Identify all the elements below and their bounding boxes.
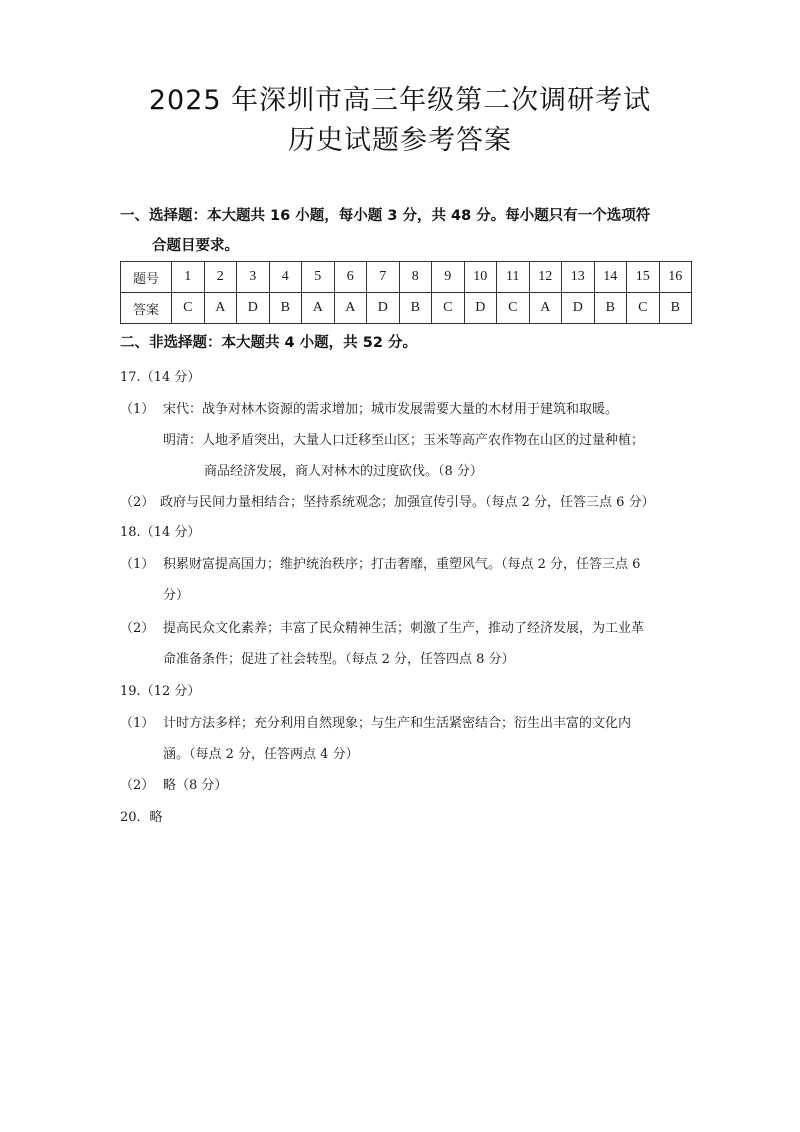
q17-part2-number: （2）	[120, 495, 155, 510]
answer-cell: B	[594, 293, 627, 324]
q18-header: 18.（14 分）	[120, 525, 201, 540]
q20-header: 20．略	[120, 810, 163, 825]
answer-cell: D	[562, 293, 595, 324]
q17-part1-line1: 宋代：战争对林木资源的需求增加；城市发展需要大量的木材用于建筑和取暖。	[163, 402, 619, 417]
section1-heading-continued: 合题目要求。	[152, 238, 239, 254]
answer-cell: C	[627, 293, 660, 324]
q18-part1-line1: 积累财富提高国力；维护统治秩序；打击奢靡，重塑风气。（每点 2 分，任答三点 6	[163, 557, 641, 572]
question-number-cell: 1	[172, 262, 205, 293]
question-number-cell: 9	[432, 262, 465, 293]
question-number-cell: 7	[367, 262, 400, 293]
section2-heading: 二、非选择题：本大题共 4 小题，共 52 分。	[120, 335, 417, 351]
q18-part2-line2: 命准备条件；促进了社会转型。（每点 2 分，任答四点 8 分）	[163, 652, 515, 667]
q18-part2-line1: 提高民众文化素养；丰富了民众精神生活；刺激了生产，推动了经济发展，为工业革	[163, 621, 645, 636]
answer-cell: C	[432, 293, 465, 324]
section1-heading: 一、选择题：本大题共 16 小题，每小题 3 分，共 48 分。每小题只有一个选项符	[120, 208, 651, 224]
row-label-answer: 答案	[121, 293, 172, 324]
answer-cell: C	[497, 293, 530, 324]
question-number-row	[121, 262, 692, 293]
answer-cell: A	[204, 293, 237, 324]
answer-row	[121, 293, 692, 324]
q17-part1-number: （1）	[120, 402, 155, 417]
answer-cell: A	[302, 293, 335, 324]
question-number-cell: 8	[399, 262, 432, 293]
answer-table	[120, 261, 692, 324]
q18-part2-number: （2）	[120, 621, 155, 636]
q19-part1-number: （1）	[120, 716, 155, 731]
q17-part2-line1: 政府与民间力量相结合；坚持系统观念；加强宣传引导。（每点 2 分，任答三点 6 分）	[160, 495, 655, 510]
question-number-cell: 2	[204, 262, 237, 293]
q19-part1-line2: 涵。（每点 2 分，任答两点 4 分）	[163, 747, 359, 762]
question-number-cell: 5	[302, 262, 335, 293]
answer-cell: D	[367, 293, 400, 324]
question-number-cell: 12	[529, 262, 562, 293]
document-subtitle: 历史试题参考答案	[288, 125, 512, 156]
q17-part1-line3: 商品经济发展，商人对林木的过度砍伐。（8 分）	[204, 464, 483, 479]
question-number-cell: 3	[237, 262, 270, 293]
q19-part2-number: （2）	[120, 778, 155, 793]
q17-header: 17.（14 分）	[120, 370, 201, 385]
question-number-cell: 16	[659, 262, 692, 293]
q19-part2-line1: 略（8 分）	[163, 778, 228, 793]
row-label-number: 题号	[121, 262, 172, 293]
answer-cell: C	[172, 293, 205, 324]
q19-part1-line1: 计时方法多样；充分利用自然现象；与生产和生活紧密结合；衍生出丰富的文化内	[163, 716, 632, 731]
question-number-cell: 4	[269, 262, 302, 293]
question-number-cell: 15	[627, 262, 660, 293]
answer-cell: B	[659, 293, 692, 324]
answer-cell: B	[269, 293, 302, 324]
answer-cell: D	[464, 293, 497, 324]
question-number-cell: 10	[464, 262, 497, 293]
question-number-cell: 14	[594, 262, 627, 293]
question-number-cell: 6	[334, 262, 367, 293]
answer-cell: D	[237, 293, 270, 324]
q18-part1-number: （1）	[120, 557, 155, 572]
answer-cell: B	[399, 293, 432, 324]
answer-cell: A	[334, 293, 367, 324]
answer-cell: A	[529, 293, 562, 324]
q19-header: 19.（12 分）	[120, 684, 201, 699]
q18-part1-line2: 分）	[163, 588, 190, 603]
q17-part1-line2: 明清：人地矛盾突出，大量人口迁移至山区；玉米等高产农作物在山区的过量种植；	[163, 433, 645, 448]
question-number-cell: 13	[562, 262, 595, 293]
document-title: 2025 年深圳市高三年级第二次调研考试	[148, 85, 652, 116]
question-number-cell: 11	[497, 262, 530, 293]
